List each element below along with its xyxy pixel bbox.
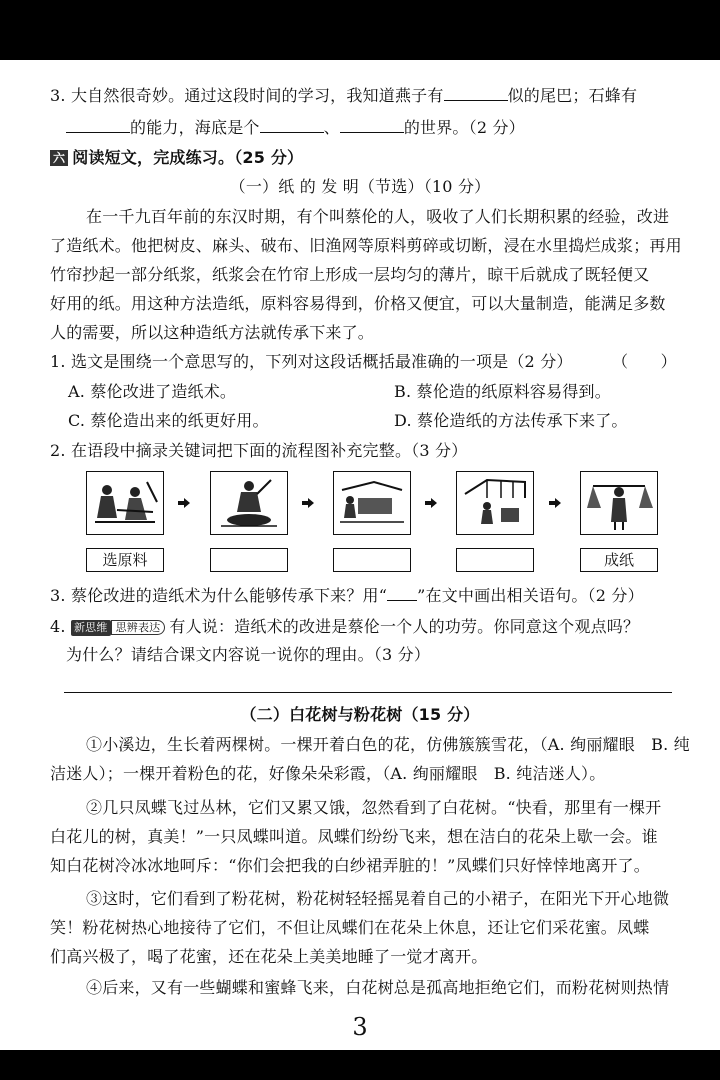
worksheet-page bbox=[0, 60, 720, 1050]
passage2-line: ①小溪边，生长着两棵树。一棵开着白色的花，仿佛簇簇雪花，（A. 绚丽耀眼 B. 纯 bbox=[86, 735, 690, 754]
passage2-title: （二）白花树与粉花树（15 分） bbox=[240, 705, 480, 724]
q2-stem: 2. 在语段中摘录关键词把下面的流程图补充完整。（3 分） bbox=[50, 441, 468, 460]
answer-blank-swallow[interactable] bbox=[444, 84, 508, 101]
page-number: 3 bbox=[352, 1013, 368, 1041]
q3-top-sep: 、 bbox=[323, 118, 340, 137]
flow-step-image-1 bbox=[86, 471, 164, 535]
passage2-line: ③这时，它们看到了粉花树，粉花树轻轻摇晃着自己的小裙子，在阳光下开心地微 bbox=[86, 889, 670, 908]
q1-stem: 1. 选文是围绕一个意思写的，下列对这段话概括最准确的一项是（2 分） bbox=[50, 352, 573, 371]
q3-top-line1 bbox=[50, 84, 637, 106]
passage2-line: ④后来，又有一些蝴蝶和蜜蜂飞来，白花树总是孤高地拒绝它们，而粉花树则热情 bbox=[86, 978, 670, 997]
section-divider bbox=[64, 692, 672, 693]
passage2-line: 知白花树冷冰冰地呵斥：“你们会把我的白纱裙弄脏的！”凤蝶们只好悻悻地离开了。 bbox=[50, 856, 650, 875]
q3-top-text-a: 3. 大自然很奇妙。通过这段时间的学习，我知道燕子有 bbox=[50, 86, 444, 105]
passage1-title: （一）纸 的 发 明（节选）（10 分） bbox=[229, 177, 491, 196]
arrow-right-icon bbox=[425, 498, 437, 508]
flow-step-image-5 bbox=[580, 471, 658, 535]
flow-label-select-materials: 选原料 bbox=[86, 548, 164, 572]
answer-blank-seabed-1[interactable] bbox=[260, 116, 324, 133]
q3-top-text-b: 似的尾巴；石蜂有 bbox=[507, 86, 638, 105]
passage1-line: 在一千九百年前的东汉时期，有个叫蔡伦的人，吸收了人们长期积累的经验，改进 bbox=[86, 207, 670, 226]
q4-line1: 4. 新思维 思辨表达 有人说：造纸术的改进是蔡伦一个人的功劳。你同意这个观点吗？ bbox=[50, 617, 640, 636]
arrow-right-icon bbox=[178, 498, 190, 508]
q3-top-line2 bbox=[66, 116, 525, 138]
badge-new-thinking: 新思维 bbox=[71, 620, 111, 636]
q3-text-b: ”在文中画出相关语句。（2 分） bbox=[417, 586, 644, 605]
q1-option-b[interactable]: B. 蔡伦造的纸原料容易得到。 bbox=[394, 382, 611, 401]
passage2-line: 白花儿的树，真美！”一只凤蝶叫道。凤蝶们纷纷飞来，想在洁白的花朵上歇一会。谁 bbox=[50, 827, 658, 846]
passage1-line: 竹帘抄起一部分纸浆，纸浆会在竹帘上形成一层均匀的薄片，晾干后就成了既轻便又 bbox=[50, 265, 650, 284]
q3-top-text-c: 的能力，海底是个 bbox=[130, 118, 260, 137]
section-six-title: 阅读短文，完成练习。（25 分） bbox=[72, 148, 304, 167]
passage1-line: 了造纸术。他把树皮、麻头、破布、旧渔网等原料剪碎或切断，浸在水里捣烂成浆；再用 bbox=[50, 236, 682, 255]
flow-step-image-2 bbox=[210, 471, 288, 535]
q4-line2: 为什么？请结合课文内容说一说你的理由。（3 分） bbox=[66, 645, 431, 664]
badge-critical-expression: 思辨表达 bbox=[111, 620, 166, 635]
passage1-line: 好用的纸。用这种方法造纸，原料容易得到，价格又便宜，可以大量制造，能满足多数 bbox=[50, 294, 666, 313]
section-six-tag: 六 bbox=[50, 150, 68, 166]
q4-badge bbox=[71, 616, 165, 636]
q1-answer-paren[interactable]: （ ） bbox=[612, 352, 677, 371]
flow-label-blank-4[interactable] bbox=[456, 548, 534, 572]
arrow-right-icon bbox=[549, 498, 561, 508]
arrow-right-icon bbox=[302, 498, 314, 508]
q1-option-a[interactable]: A. 蔡伦改进了造纸术。 bbox=[68, 382, 237, 401]
flow-label-paper: 成纸 bbox=[580, 548, 658, 572]
answer-blank-stonebee[interactable] bbox=[66, 116, 130, 133]
answer-blank-seabed-2[interactable] bbox=[340, 116, 404, 133]
section-six-heading bbox=[50, 148, 303, 168]
flow-label-blank-2[interactable] bbox=[210, 548, 288, 572]
q1-option-c[interactable]: C. 蔡伦造出来的纸更好用。 bbox=[68, 411, 269, 430]
flow-step-image-4 bbox=[456, 471, 534, 535]
flow-step-image-3 bbox=[333, 471, 411, 535]
q3-top-text-d: 的世界。（2 分） bbox=[403, 118, 525, 137]
passage2-line: 笑！粉花树热心地接待了它们，不但让凤蝶们在花朵上休息，还让它们采花蜜。凤蝶 bbox=[50, 918, 650, 937]
passage2-line: 洁迷人）；一棵开着粉色的花，好像朵朵彩霞，（A. 绚丽耀眼 B. 纯洁迷人）。 bbox=[50, 764, 606, 783]
passage1-line: 人的需要，所以这种造纸方法就传承下来了。 bbox=[50, 323, 375, 342]
q3-stem bbox=[50, 584, 644, 606]
q1-option-d[interactable]: D. 蔡伦造纸的方法传承下来了。 bbox=[394, 411, 628, 430]
flow-label-blank-3[interactable] bbox=[333, 548, 411, 572]
q3-text-a: 3. 蔡伦改进的造纸术为什么能够传承下来？用“ bbox=[50, 586, 388, 605]
passage2-line: ②几只凤蝶飞过丛林，它们又累又饿，忽然看到了白花树。“快看，那里有一棵开 bbox=[86, 798, 662, 817]
q4-text: 有人说：造纸术的改进是蔡伦一个人的功劳。你同意这个观点吗？ bbox=[169, 617, 640, 636]
q3-underline-sample bbox=[387, 584, 417, 601]
passage2-line: 们高兴极了，喝了花蜜，还在花朵上美美地睡了一觉才离开。 bbox=[50, 947, 488, 966]
